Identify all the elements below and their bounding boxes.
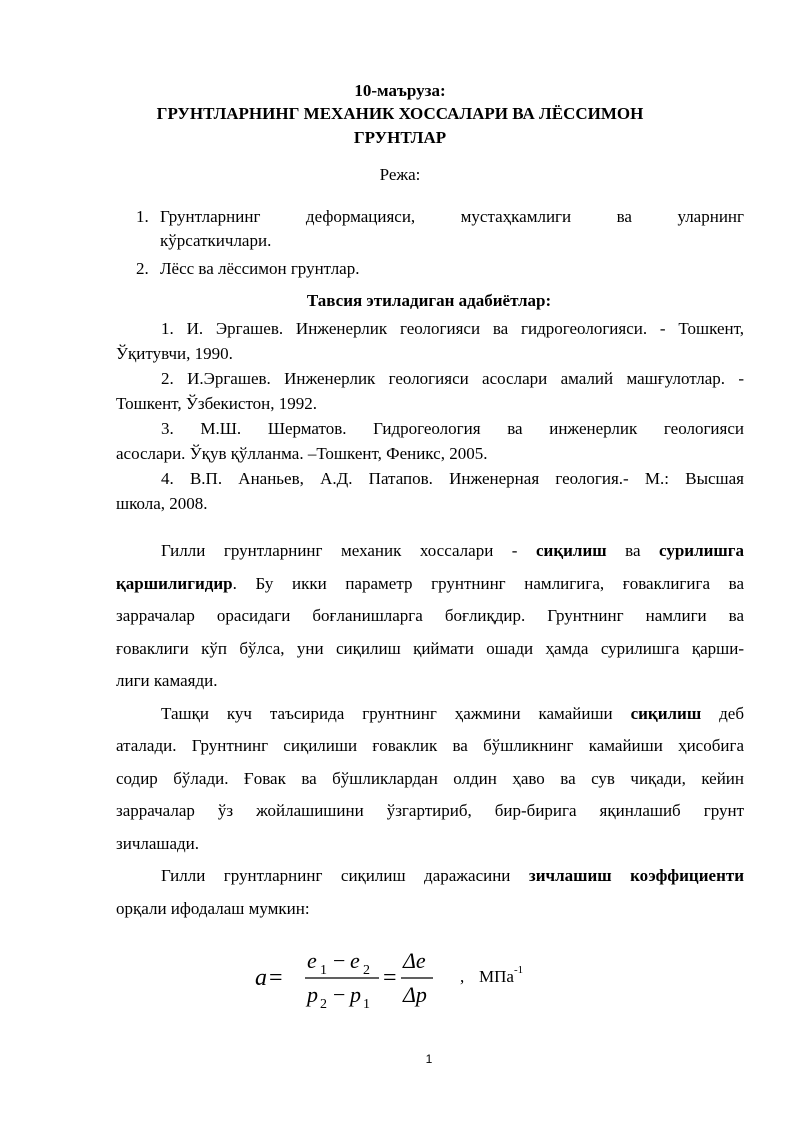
body-text (116, 535, 744, 925)
formula-minus: − (333, 982, 346, 1007)
paragraph-line (116, 535, 744, 568)
text-run: . Бу икки параметр грунтнинг намлигига, ғоваклигига ва (232, 573, 744, 593)
reference-item (116, 416, 744, 466)
references-heading: Тавсия этиладиган адабиётлар: (306, 291, 552, 310)
bold-term: зичлашиш коэффициенти (528, 866, 745, 885)
plan-list (116, 205, 744, 285)
bold-term: сурилишга (659, 541, 744, 560)
formula-numerator-term: e (307, 948, 317, 973)
formula-unit: МПа (479, 967, 514, 986)
plan-item-number: 2. (136, 259, 149, 278)
lecture-title (100, 102, 700, 150)
text-run: ва (606, 541, 660, 560)
plan-item (116, 257, 744, 281)
reference-line: 3. М.Ш. Шерматов. Гидрогеология ва инженерлик геологияси (161, 419, 744, 438)
reference-line: Тошкент, Ўзбекистон, 1992. (116, 394, 318, 413)
paragraph-line (116, 568, 744, 601)
text-run: Ташқи куч таъсирида грунтнинг ҳажмини камайиши (161, 703, 631, 723)
formula-minus: − (333, 948, 346, 973)
plan-item-text-cont: кўрсаткичлари. (160, 231, 272, 250)
reference-line: Ўқитувчи, 1990. (116, 344, 233, 363)
text-run: Гилли грунтларнинг механик хоссалари - (161, 541, 536, 560)
reference-line: школа, 2008. (116, 494, 208, 513)
text-run: Гилли грунтларнинг сиқилиш даражасини (161, 866, 529, 885)
reference-item (116, 466, 744, 516)
paragraph-line: лиги камаяди. (116, 671, 218, 690)
paragraph-1 (116, 535, 744, 698)
reference-item (116, 366, 744, 416)
reference-line: 4. В.П. Ананьев, А.Д. Патапов. Инженерная геология.- М.: Высшая (161, 469, 744, 488)
paragraph-line: орқали ифодалаш мумкин: (116, 898, 310, 918)
bold-term: қаршилигидир (116, 573, 233, 593)
bold-term: сиқилиш (630, 703, 702, 723)
reference-line: 1. И. Эргашев. Инженерлик геологияси ва гидрогеологияси. - Тошкент, (161, 319, 744, 338)
lecture-title-line2: ГРУНТЛАР (353, 128, 447, 147)
paragraph-line (116, 860, 744, 893)
paragraph-line: аталади. Грунтнинг сиқилиши ғоваклик ва бўшликнинг камайиши ҳисобига (116, 736, 744, 755)
reference-line: 2. И.Эргашев. Инженерлик геологияси асослари амалий машғулотлар. - (161, 369, 744, 388)
formula-lhs: a (255, 965, 267, 991)
formula-delta-e: Δe (403, 948, 426, 973)
lecture-number: 10-маърузa: (354, 81, 446, 100)
formula-numerator-term: e (350, 948, 360, 973)
paragraph-line: заррачалар орасидаги боғланишларга боғлиқдир. Грунтнинг намлиги ва (116, 606, 744, 625)
formula-subscript: 1 (320, 963, 327, 978)
compression-coefficient-formula (255, 940, 575, 1020)
formula-unit-exponent: -1 (514, 964, 524, 976)
formula-subscript: 2 (363, 963, 370, 978)
formula-delta-p: Δp (403, 982, 427, 1007)
plan-item-text: Грунтларнинг деформацияси, мустаҳкамлиги ва уларнинг (160, 207, 744, 226)
reference-line: асослари. Ўқув қўлланма. –Тошкент, Феникс, 2005. (116, 444, 488, 463)
formula-denominator-term: p (350, 982, 361, 1007)
formula-graphic (255, 940, 575, 1020)
formula-denominator-term: p (307, 982, 318, 1007)
plan-item-number: 1. (136, 207, 149, 226)
page-number: 1 (425, 1052, 433, 1066)
paragraph-line: заррачалар ўз жойлашишини ўзгартириб, бир-бирига яқинлашиб грунт (116, 801, 744, 820)
plan-item (116, 205, 744, 253)
paragraph-line: содир бўлади. Ғовак ва бўшликлардан олдин ҳаво ва сув чиқади, кейин (116, 768, 744, 788)
paragraph-3 (116, 860, 744, 925)
references-list (116, 316, 744, 516)
text-run: деб (701, 703, 744, 723)
formula-subscript: 1 (363, 997, 370, 1012)
formula-subscript: 2 (320, 997, 327, 1012)
paragraph-line: ғоваклиги кўп бўлса, уни сиқилиш қиймати ошади ҳамда сурилишга қарши- (116, 638, 744, 658)
lecture-title-line1: ГРУНТЛАРНИНГ МЕХАНИК ХОССАЛАРИ ВА ЛЁССИМОН (156, 104, 644, 123)
title-block (0, 78, 800, 150)
paragraph-line (116, 698, 744, 731)
plan-heading: Режа: (379, 165, 421, 184)
formula-comma: , (460, 967, 465, 986)
bold-term: сиқилиш (536, 541, 607, 560)
paragraph-line: зичлашади. (116, 833, 200, 853)
paragraph-2 (116, 698, 744, 861)
plan-item-text: Лёсс ва лёссимон грунтлар. (160, 259, 360, 278)
reference-item (116, 316, 744, 366)
formula-equals: = (269, 965, 283, 991)
formula-equals: = (383, 965, 397, 991)
